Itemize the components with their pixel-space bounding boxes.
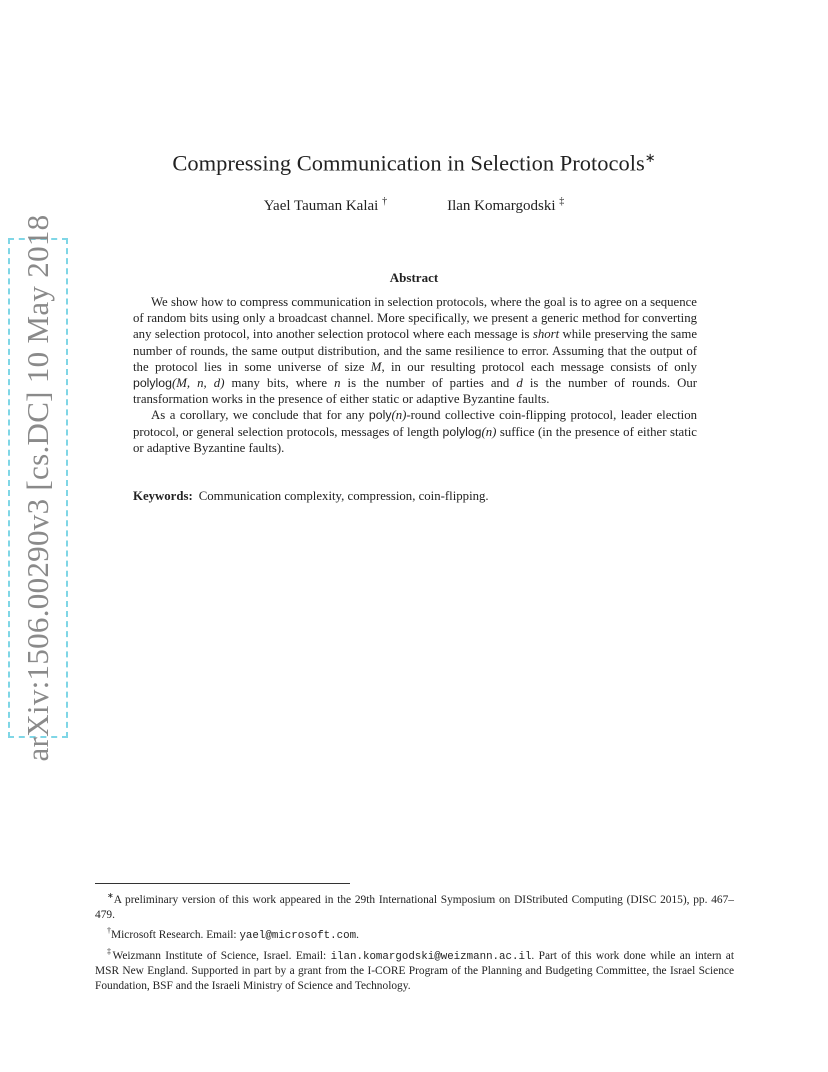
footnote-text: Microsoft Research. Email: [111,928,240,941]
author-list [0,196,828,215]
title-footnote-mark: ∗ [644,150,656,165]
abstract-body [133,294,697,456]
arxiv-stamp [8,214,68,762]
footnotes [95,888,734,994]
text-run: short [532,327,560,342]
text-run: is the number of parties and [340,376,517,391]
author-1 [264,196,387,215]
title-text: Compressing Communication in Selection Protocols [172,150,645,176]
keywords-label: Keywords: [133,489,193,503]
math-var: n [334,376,341,391]
email-link[interactable]: ilan.komargodski@weizmann.ac.il [330,950,532,963]
footnote-text: . [356,928,359,941]
footnote [95,888,734,923]
footnote-divider [95,883,350,884]
footnote-mark: ‡ [107,946,113,956]
abstract-paragraph [133,294,697,407]
author-name: Ilan Komargodski [447,198,556,214]
abstract-heading: Abstract [389,270,439,285]
footnote [95,944,734,995]
abstract-paragraph [133,407,697,456]
author-footnote-mark: † [382,196,388,207]
paper-title [0,150,828,177]
keywords-text: Communication complexity, compression, coin-flipping. [198,489,489,503]
author-2 [447,196,564,215]
text-run: We show how to compress communication in selection protocols, where the goal is to agree on a sequence of random bits using only a broadcast channel. More specifically, we present a generic method for converting any selection protocol, into another selection protocol where each message is [133,295,697,342]
text-run: , in our resulting protocol each message consists of only [381,359,697,374]
math-func: polylog [442,424,482,439]
author-footnote-mark: ‡ [559,196,565,207]
footnote [95,923,734,944]
math-func: poly [368,408,392,423]
text-run: is the number of rounds. Our transformation works in the presence of either static or adaptive Byzantine faults. [133,376,697,407]
author-name: Yael Tauman Kalai [263,198,379,214]
text-run: while preserving the same number of rounds, the same output distribution, and the same resilience to error. Assuming that the output of the protocol lies in some universe of size [133,327,697,374]
footnote-mark: ∗ [107,891,114,900]
footnote-text: Weizmann Institute of Science, Israel. Email: [112,949,331,962]
text-run: suffice (in the presence of either static or adaptive Byzantine faults). [133,424,697,455]
text-run: many bits, where [224,376,335,391]
math-args: (n) [481,424,497,439]
math-var: d [516,376,523,391]
math-var: M [370,359,382,374]
email-link[interactable]: yael@microsoft.com [239,929,357,942]
footnote-text: A preliminary version of this work appeared in the 29th International Symposium on DIStributed Computing (DISC 2015), pp. 467–479. [95,893,734,921]
text-run: -round collective coin-flipping protocol, leader election protocol, or general selection protocols, messages of length [133,408,697,439]
math-args: (M, n, d) [171,376,225,391]
keywords [133,489,697,504]
footnote-mark: † [107,925,111,935]
math-args: (n) [391,408,407,423]
math-func: polylog [133,376,172,391]
text-run: As a corollary, we conclude that for any [151,408,369,423]
footnote-text: . Part of this work done while an intern at MSR New England. Supported in part by a grant from the I-CORE Program of the Planning and Budgeting Committee, the Israel Science Foundation, BSF and the Israeli Ministry of Science and Technology. [95,949,735,993]
arxiv-identifier: arXiv:1506.00290v3 [cs.DC] 10 May 2018 [8,238,68,738]
